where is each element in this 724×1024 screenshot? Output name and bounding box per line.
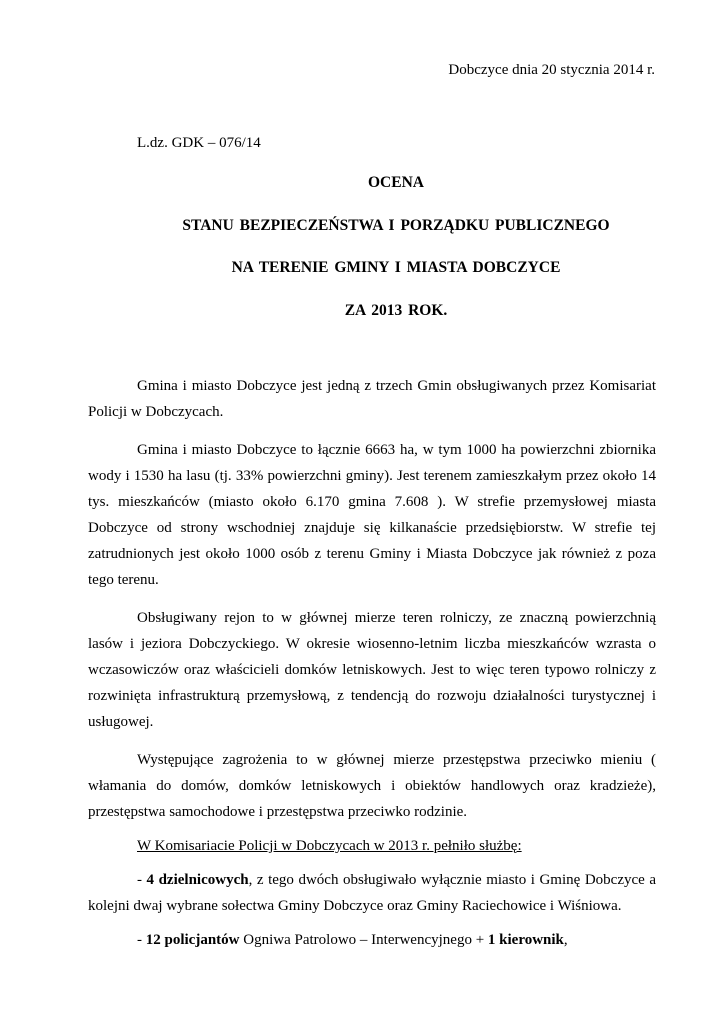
paragraph-staff-heading — [88, 833, 656, 859]
district-officers-text: , z tego dwóch obsługiwało wyłącznie miasto i Gminę Dobczyce a kolejni dwaj wybrane sołectwa Gminy Dobczyce oraz Gminy Raciechowice i Wiśniowa. — [88, 872, 656, 914]
paragraph-patrol-officers — [88, 927, 656, 953]
document-body — [88, 373, 656, 965]
patrol-manager-count: 1 kierownik — [487, 932, 564, 948]
staff-heading-text: W Komisariacie Policji w Dobczycach w 2013 r. pełniło służbę: — [137, 838, 522, 854]
reference-number: L.dz. GDK – 076/14 — [137, 135, 261, 151]
title-line-1: OCENA — [368, 174, 424, 191]
paragraph-area: Gmina i miasto Dobczyce to łącznie 6663 ha, w tym 1000 ha powierzchni zbiornika wody i 1530 ha lasu (tj. 33% powierzchni gminy). Jest terenem zamieszkałym przez około 14 tys. mieszkańców (miasto około 6.170 gmina 7.608 ). W strefie przemysłowej miasta Dobczyce od strony wschodniej znajduje się kilkanaście przedsiębiorstw. W strefie tej zatrudnionych jest około 1000 osób z terenu Gminy i Miasta Dobczyce jak również z poza tego terenu. — [88, 442, 656, 588]
patrol-officers-suffix: , — [563, 932, 568, 948]
patrol-officers-prefix: - — [137, 932, 146, 948]
district-officers-prefix: - — [137, 872, 147, 888]
title-line-2: STANU BEZPIECZEŃSTWA I PORZĄDKU PUBLICZNEGO — [182, 217, 610, 234]
date-line: Dobczyce dnia 20 stycznia 2014 r. — [448, 62, 655, 78]
title-line-3: NA TERENIE GMINY I MIASTA DOBCZYCE — [231, 259, 561, 276]
patrol-officers-count: 12 policjantów — [145, 932, 240, 948]
paragraph-district-officers — [88, 867, 656, 919]
paragraph-threats: Występujące zagrożenia to w głównej mierze przestępstwa przeciwko mieniu ( włamania do domów, domków letniskowych i obiektów handlowych oraz kradzieże), przestępstwa samochodowe i przestępstwa przeciwko rodzinie. — [88, 752, 656, 820]
paragraph-intro: Gmina i miasto Dobczyce jest jedną z trzech Gmin obsługiwanych przez Komisariat Policji w Dobczycach. — [88, 378, 656, 420]
district-officers-count: 4 dzielnicowych — [146, 872, 249, 888]
title-line-4: ZA 2013 ROK. — [344, 302, 448, 319]
paragraph-region: Obsługiwany rejon to w głównej mierze teren rolniczy, ze znaczną powierzchnią lasów i jeziora Dobczyckiego. W okresie wiosenno-letnim liczba mieszkańców wzrasta o wczasowiczów oraz właścicieli domków letniskowych. Jest to więc teren typowo rolniczy z rozwinięta infrastrukturą przemysłową, z tendencją do rozwoju działalności turystycznej i usługowej. — [88, 610, 656, 730]
patrol-officers-text: Ogniwa Patrolowo – Interwencyjnego + — [239, 932, 488, 948]
